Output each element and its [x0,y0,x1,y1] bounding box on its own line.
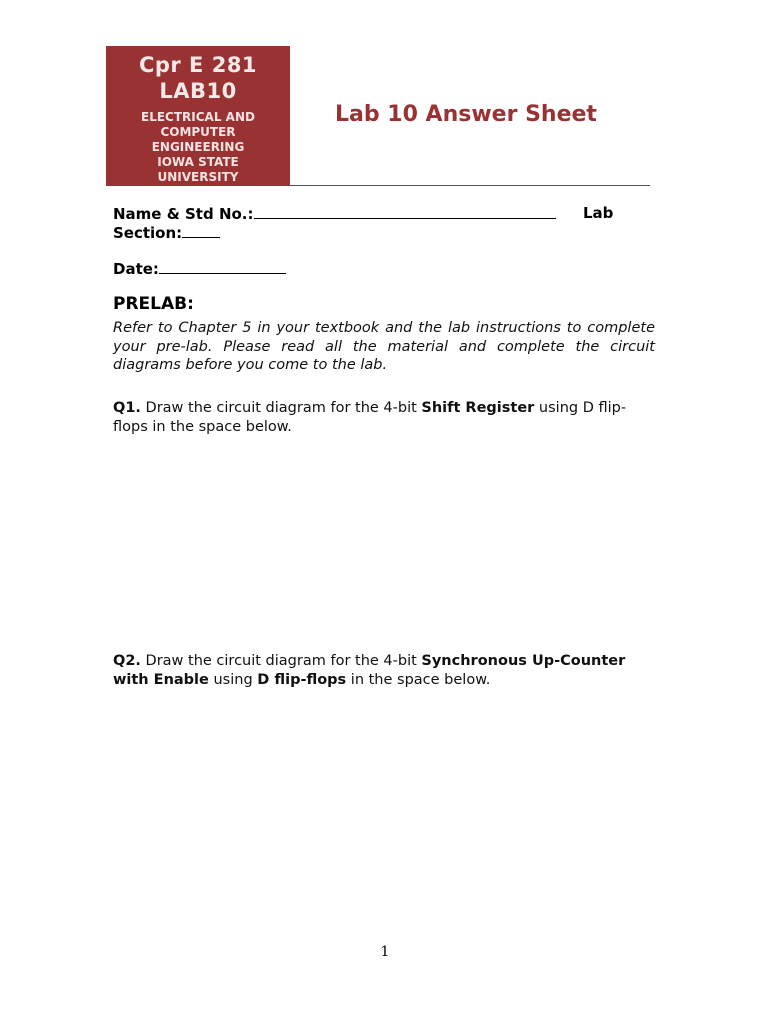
page-number: 1 [380,944,390,960]
date-blank[interactable] [159,259,286,274]
date-field-row [113,259,286,278]
q2-text-end: in the space below. [346,671,491,688]
name-field-row [113,204,556,223]
name-label: Name & Std No.: [113,205,254,223]
page-title: Lab 10 Answer Sheet [335,102,597,127]
q1-number: Q1. [113,400,141,416]
section-blank[interactable] [182,223,220,238]
header-box [106,46,290,186]
course-code: Cpr E 281 [138,53,258,77]
question-1 [113,399,655,436]
dept-line: UNIVERSITY [157,170,239,184]
prelab-instructions: Refer to Chapter 5 in your textbook and the lab instructions to complete your pre-lab. Please read all the material and complete the circuit diagrams before you come to the lab. [113,320,655,373]
dept-line: ELECTRICAL AND [141,110,255,124]
q1-text: Draw the circuit diagram for the 4-bit [140,400,422,416]
question-2 [113,652,655,689]
dept-line: ENGINEERING [151,140,245,154]
q2-text-mid: using [208,671,258,688]
section-field-row [113,223,220,242]
dept-line: COMPUTER [160,125,236,139]
q2-number: Q2. [113,653,141,669]
lab-label: Lab [583,204,614,222]
q2-emphasis-2: D flip-flops [257,671,347,688]
header-divider [290,185,650,186]
department-name [106,110,290,185]
prelab-heading: PRELAB: [113,294,194,314]
q1-emphasis: Shift Register [421,400,535,416]
q2-text: Draw the circuit diagram for the 4-bit [140,653,422,669]
q1-text-end: using D flip-flops in the space below. [113,400,627,435]
q2-emphasis: Synchronous Up-Counter with Enable [113,653,626,688]
lab-code: LAB10 [159,79,237,103]
date-label: Date: [113,260,159,278]
dept-line: IOWA STATE [157,155,239,169]
section-label: Section: [113,224,183,242]
name-blank[interactable] [254,204,556,219]
